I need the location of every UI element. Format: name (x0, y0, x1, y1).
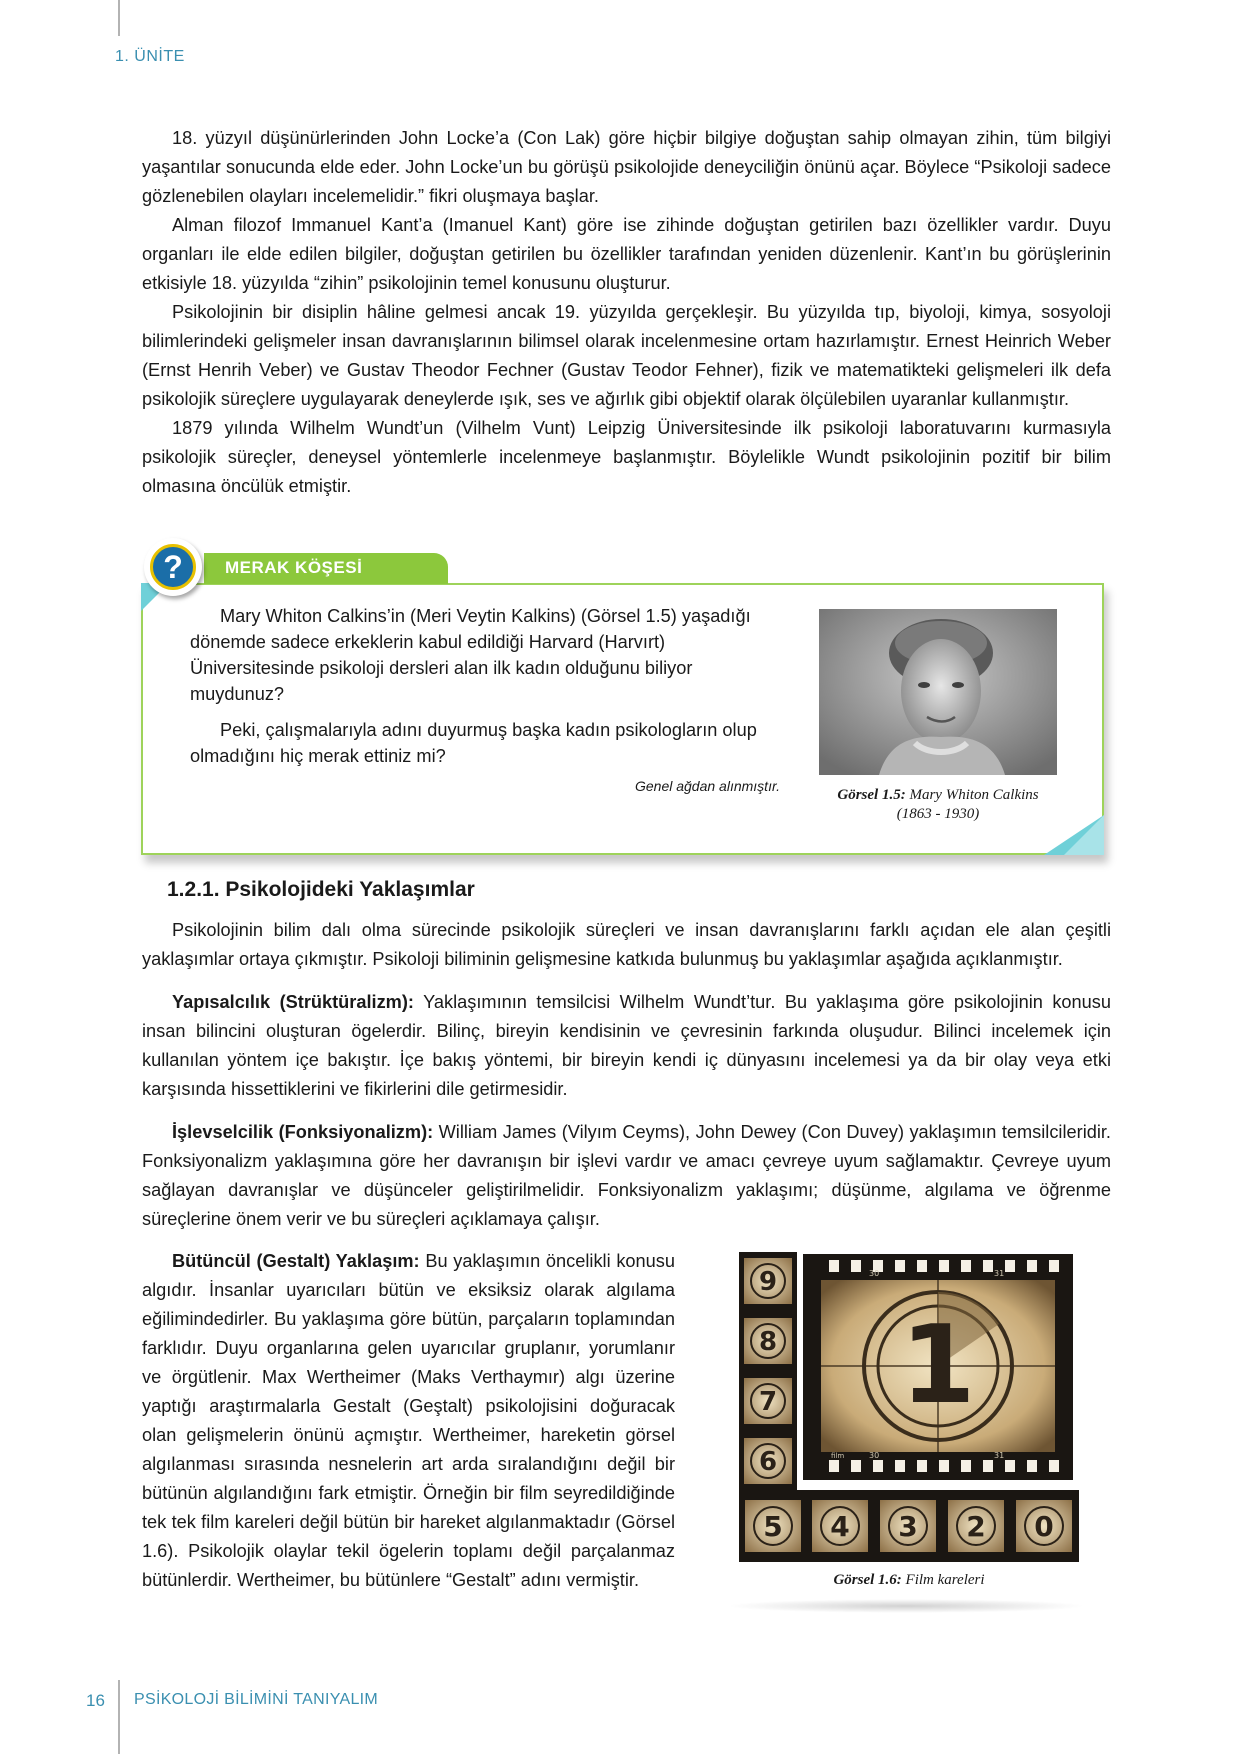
term-text: William James (Vilyım Ceyms), John Dewey (Con Duvey) yaklaşımın temsilcileridir. Fonksiyonalizm yaklaşımına göre her davranışın bir işlevi vardır ve amacı çevreye uyum sağlamaktır. Çevreye uyum sağlayan davranışlar ve düşünceler geliştirilmelidir. Fonksiyonalizm yaklaşımı; düşünme, algılama ve öğrenme süreçlerine önem verir ve bu süreçleri açıklamaya çalışır. (142, 1122, 1111, 1229)
big-countdown-number: 1 (900, 1303, 976, 1428)
frame-number: 6 (758, 1447, 778, 1477)
paragraph: 1879 yılında Wilhelm Wundt’un (Vilhelm Vunt) Leipzig Üniversitesinde ilk psikoloji laboratuvarını kurmasıyla psikolojik süreçler, deneysel yöntemlerle incelenmeye başlanmıştır. Böylelikle Wundt psikolojinin pozitif bir bilim olmasına öncülük etmiştir. (142, 418, 1111, 496)
unit-label: 1. ÜNİTE (115, 48, 185, 65)
caption-label: Görsel 1.5: (837, 787, 906, 803)
question-mark-icon: ? (150, 544, 196, 590)
strip-mark: 30 (869, 1451, 880, 1460)
term-text: Bu yaklaşımın öncelikli konusu algıdır. İnsanlar uyarıcıları bütün ve eksiksiz olarak algılama eğilimindedirler. Bu yaklaşıma göre bütün, parçaların toplamından farklıdır. Duyu organlarına gelen uyarıcılar gruplanır, yorumlanır ve örgütlenir. Max Wertheimer (Maks Verthaymır) algı üzerine yaptığı araştırmalarla Gestalt (Geştalt) psikolojisini doğuracak olan gelişmelerin önünü açmıştır. Wertheimer, hareketin görsel algılanması sırasında nesnelerin art arda sıralandığını değil bir bütünün algılandığını fark etmiştir. Örneğin bir film seyredildiğinde tek tek film kareleri değil bütün bir hareket algılanmaktadır (Görsel 1.6). Psikolojik olaylar tekil ögelerin toplamı değil parçalanmaz bütünlerdir. Wertheimer, bu bütünlere “Gestalt” adını vermiştir. (142, 1251, 675, 1590)
page-number: 16 (86, 1691, 105, 1710)
term: Bütüncül (Gestalt) Yaklaşım: (172, 1251, 420, 1271)
caption-text: Film kareleri (905, 1572, 985, 1588)
term: Yapısalcılık (Strüktüralizm): (172, 992, 414, 1012)
book-title: PSİKOLOJİ BİLİMİNİ TANIYALIM (134, 1691, 379, 1708)
strip-mark: 30 (869, 1269, 880, 1278)
paragraph: Alman filozof Immanuel Kant’a (Imanuel Kant) göre ise zihinde doğuştan getirilen bazı özellikler vardır. Duyu organları ile elde edilen bilgiler, doğuştan getirilen bu özellikler tarafından yeniden düzenlenir. Kant’ın bu görüşlerinin etkisiyle 18. yüzyılda “zihin” psikolojinin temel konusunu oluşturur. (142, 215, 1111, 293)
strip-mark: 31 (994, 1269, 1005, 1278)
paragraph-functionalism (142, 1118, 1111, 1234)
frame-number: 7 (758, 1387, 778, 1417)
frame-number: 5 (763, 1510, 783, 1543)
paragraph: Psikolojinin bilim dalı olma sürecinde psikolojik süreçleri ve insan davranışlarını farklı açıdan ele alan çeşitli yaklaşımlar ortaya çıkmıştır. Psikoloji biliminin gelişmesine katkıda bulunmuş bu yaklaşımlar aşağıda açıklanmıştır. (142, 920, 1111, 969)
figure-shadow (726, 1599, 1086, 1613)
frame-number: 8 (758, 1327, 778, 1357)
portrait-photo (819, 609, 1057, 775)
frame-number: 9 (758, 1267, 778, 1297)
intro-text (142, 124, 1111, 501)
section-text (142, 916, 1111, 1234)
footer-rule (118, 1680, 120, 1754)
strip-mark: 31 (994, 1451, 1005, 1460)
paragraph: 18. yüzyıl düşünürlerinden John Locke’a (Con Lak) göre hiçbir bilgiye doğuştan sahip olmayan zihin, tüm bilgiyi yaşantılar sonucunda elde eder. John Locke’un bu görüşü psikolojide deneyciliğin önünü açar. Böylece “Psikoloji sadece gözlenebilen olayları incelemelidir.” fikri oluşmaya başlar. (142, 128, 1111, 206)
figure-caption-1-6 (739, 1572, 1079, 1589)
merak-title: MERAK KÖŞESİ (225, 558, 363, 577)
film-mark: film (831, 1452, 845, 1460)
merak-text (190, 603, 788, 779)
frame-number: 3 (898, 1510, 918, 1543)
source-note: Genel ağdan alınmıştır. (634, 778, 780, 794)
paragraph-gestalt (142, 1247, 675, 1595)
caption-text: Mary Whiton Calkins (909, 787, 1039, 803)
caption-label: Görsel 1.6: (833, 1572, 902, 1588)
term-text: Yaklaşımının temsilcisi Wilhelm Wundt’tur. Bu yaklaşıma göre psikolojinin konusu insan bilincini oluşturan ögelerdir. Bilinç, bireyin kendisinin ve çevresinin farkında oluşudur. Bilinci incelemek için kullanılan yöntem içe bakıştır. İçe bakış yöntemi, bir bireyin kendi iç dünyasını incelemesi ya da bir olay veya etki karşısında hissettiklerini ve fikirlerini dile getirmesidir. (142, 992, 1111, 1099)
figure-caption-1-5 (812, 786, 1064, 824)
caption-years: (1863 - 1930) (896, 806, 980, 822)
term: İşlevselcilik (Fonksiyonalizm): (172, 1122, 434, 1142)
frame-number: 2 (966, 1510, 986, 1543)
paragraph-structuralism (142, 988, 1111, 1104)
paragraph: Peki, çalışmalarıyla adını duyurmuş başka kadın psikologların olup olmadığını hiç merak ettiniz mi? (190, 720, 757, 766)
frame-number: 0 (1034, 1510, 1054, 1543)
paragraph: Mary Whiton Calkins’in (Meri Veytin Kalkins) (Görsel 1.5) yaşadığı dönemde sadece erkeklerin kabul edildiği Harvard (Harvırt) Üniversitesinde psikoloji dersleri alan ilk kadın olduğunu biliyor muydunuz? (190, 606, 751, 704)
header-rule (118, 0, 120, 36)
section-heading: 1.2.1. Psikolojideki Yaklaşımlar (167, 878, 475, 901)
gestalt-text (142, 1247, 675, 1595)
film-frames-image (739, 1252, 1079, 1562)
frame-number: 4 (830, 1510, 850, 1543)
paragraph: Psikolojinin bir disiplin hâline gelmesi ancak 19. yüzyılda gerçekleşir. Bu yüzyılda tıp, biyoloji, kimya, sosyoloji bilimlerindeki gelişmeler insan davranışlarının bilimsel olarak incelenmesine ortam hazırlamıştır. Ernest Heinrich Weber (Ernst Henrih Veber) ve Gustav Theodor Fechner (Gustav Teodor Fehner), fizik ve matematikteki gelişmeleri ilk defa psikolojik süreçlere uygulayarak deneylerde ışık, ses ve ağırlık gibi objektif olarak ölçülebilen uyaranlar kullanmıştır. (142, 302, 1111, 409)
